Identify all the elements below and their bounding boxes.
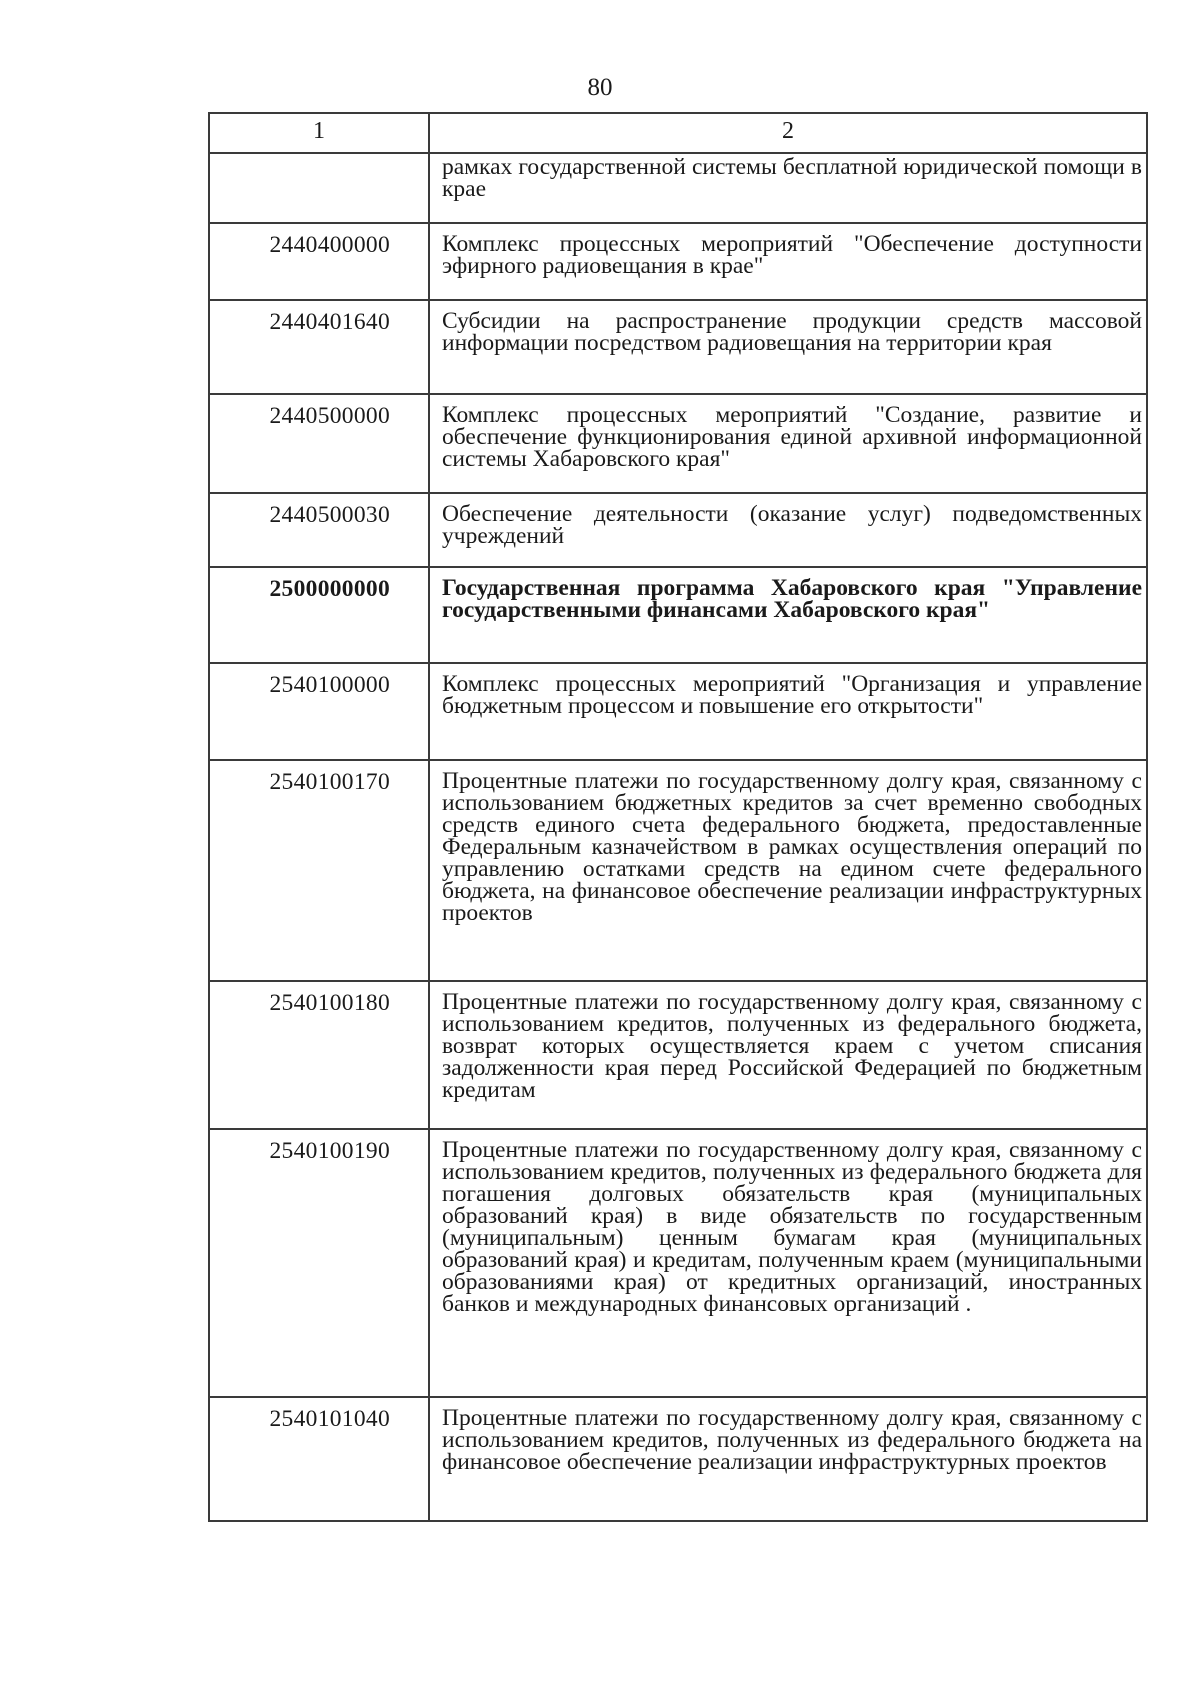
table-row [209, 394, 1147, 493]
row-code [209, 153, 429, 223]
table-row [209, 1129, 1147, 1397]
row-code: 2440500030 [209, 493, 429, 567]
row-name: Государственная программа Хабаровского края "Управление государственными финансами Хабаровского края" [429, 567, 1147, 663]
row-name: Комплекс процессных мероприятий "Обеспечение доступности эфирного радиовещания в крае" [429, 223, 1147, 300]
table-row [209, 493, 1147, 567]
table-row [209, 300, 1147, 394]
table-row [209, 223, 1147, 300]
row-code: 2500000000 [209, 567, 429, 663]
row-name: Субсидии на распространение продукции средств массовой информации посредством радиовещания на территории края [429, 300, 1147, 394]
row-code: 2540100000 [209, 663, 429, 760]
column-header-name: 2 [429, 113, 1147, 153]
row-code: 2440400000 [209, 223, 429, 300]
table-row [209, 1397, 1147, 1521]
row-name: Процентные платежи по государственному долгу края, связанному с использованием кредитов, полученных из федерального бюджета на финансовое обеспечение реализации инфраструктурных проектов [429, 1397, 1147, 1521]
row-code: 2540101040 [209, 1397, 429, 1521]
table-row [209, 760, 1147, 981]
budget-classification-table [208, 112, 1148, 1522]
row-name: Комплекс процессных мероприятий "Организация и управление бюджетным процессом и повышение его открытости" [429, 663, 1147, 760]
row-name: Обеспечение деятельности (оказание услуг) подведомственных учреждений [429, 493, 1147, 567]
table-header-row [209, 113, 1147, 153]
table-row [209, 981, 1147, 1129]
table-row [209, 153, 1147, 223]
row-name: рамках государственной системы бесплатной юридической помощи в крае [429, 153, 1147, 223]
row-name: Процентные платежи по государственному долгу края, связанному с использованием бюджетных кредитов за счет временно свободных средств единого счета федерального бюджета, предоставленные Федеральным казначейством в рамках осуществления операций по управлению остатками средств на едином счете федерального бюджета, на финансовое обеспечение реализации инфраструктурных проектов [429, 760, 1147, 981]
row-code: 2540100190 [209, 1129, 429, 1397]
row-code: 2440500000 [209, 394, 429, 493]
row-name: Комплекс процессных мероприятий "Создание, развитие и обеспечение функционирования единой архивной информационной системы Хабаровского края" [429, 394, 1147, 493]
table-row-program [209, 567, 1147, 663]
row-name: Процентные платежи по государственному долгу края, связанному с использованием кредитов, полученных из федерального бюджета для погашения долговых обязательств края (муниципальных образований края) в виде обязательств по государственным (муниципальным) ценным бумагам края (муниципальных образований края) и кредитам, полученным краем (муниципальными образованиями края) от кредитных организаций, иностранных банков и международных финансовых организаций . [429, 1129, 1147, 1397]
table-row [209, 663, 1147, 760]
column-header-code: 1 [209, 113, 429, 153]
row-code: 2540100170 [209, 760, 429, 981]
row-name: Процентные платежи по государственному долгу края, связанному с использованием кредитов, полученных из федерального бюджета, возврат которых осуществляется краем с учетом списания задолженности края перед Российской Федерацией по бюджетным кредитам [429, 981, 1147, 1129]
row-code: 2440401640 [209, 300, 429, 394]
row-code: 2540100180 [209, 981, 429, 1129]
page-number: 80 [587, 74, 613, 101]
